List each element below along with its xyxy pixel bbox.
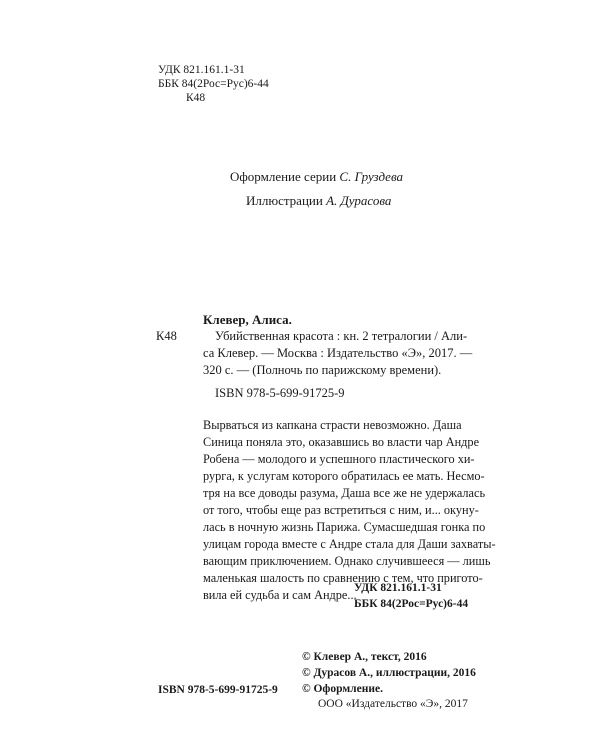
annotation-line: Робена — молодого и успешного пластического хи- (203, 452, 475, 466)
illustrations-credit (246, 193, 391, 209)
annotation-line: от того, чтобы еще раз встретиться с ним, и... окуну- (203, 503, 479, 517)
series-credit (230, 169, 403, 185)
illustrations-name: А. Дурасова (326, 193, 392, 208)
annotation-line: вающим приключением. Однако случившееся — лишь (203, 554, 491, 568)
catalog-mark: К48 (156, 329, 177, 343)
catalog-line-3: 320 с. — (Полночь по парижскому времени). (203, 363, 442, 377)
series-name: С. Груздева (339, 169, 403, 184)
annotation-line: лась в ночную жизнь Парижа. Сумасшедшая гонка по (203, 520, 486, 534)
annotation-line: вила ей судьба и сам Андре... (203, 588, 357, 602)
copyright-design: © Оформление. (302, 683, 383, 695)
bottom-isbn: ISBN 978-5-699-91725-9 (158, 684, 278, 696)
series-label: Оформление серии (230, 169, 337, 184)
catalog-line-2: са Клевер. — Москва : Издательство «Э», 2017. — (203, 346, 473, 360)
catalog-author: Клевер, Алиса. (203, 312, 292, 327)
annotation-line: тря на все доводы разума, Даша все же не удержалась (203, 486, 486, 500)
annotation-line: Вырваться из капкана страсти невозможно. Даша (203, 418, 462, 432)
annotation-line: улицам города вместе с Андре стала для Даши захваты- (203, 537, 496, 551)
annotation-line: Синица поняла это, оказавшись во власти чар Андре (203, 435, 480, 449)
copyright-publisher: ООО «Издательство «Э», 2017 (318, 698, 468, 710)
bottom-udk: УДК 821.161.1-31 (354, 582, 442, 594)
top-author-mark: К48 (186, 92, 206, 104)
top-udk: УДК 821.161.1-31 (158, 64, 245, 76)
catalog-line-1: Убийственная красота : кн. 2 тетралогии / Али- (215, 329, 468, 343)
annotation-line: маленькая шалость по сравнению с тем, что пригото- (203, 571, 483, 585)
copyright-illustrations: © Дурасов А., иллюстрации, 2016 (302, 667, 476, 679)
catalog-isbn: ISBN 978-5-699-91725-9 (215, 386, 345, 400)
bottom-bbk: ББК 84(2Рос=Рус)6-44 (354, 598, 469, 610)
annotation-line: рурга, к услугам которого обратилась ее мать. Несмо- (203, 469, 485, 483)
top-bbk: ББК 84(2Рос=Рус)6-44 (158, 78, 269, 90)
copyright-text: © Клевер А., текст, 2016 (302, 651, 427, 663)
illustrations-label: Иллюстрации (246, 193, 323, 208)
